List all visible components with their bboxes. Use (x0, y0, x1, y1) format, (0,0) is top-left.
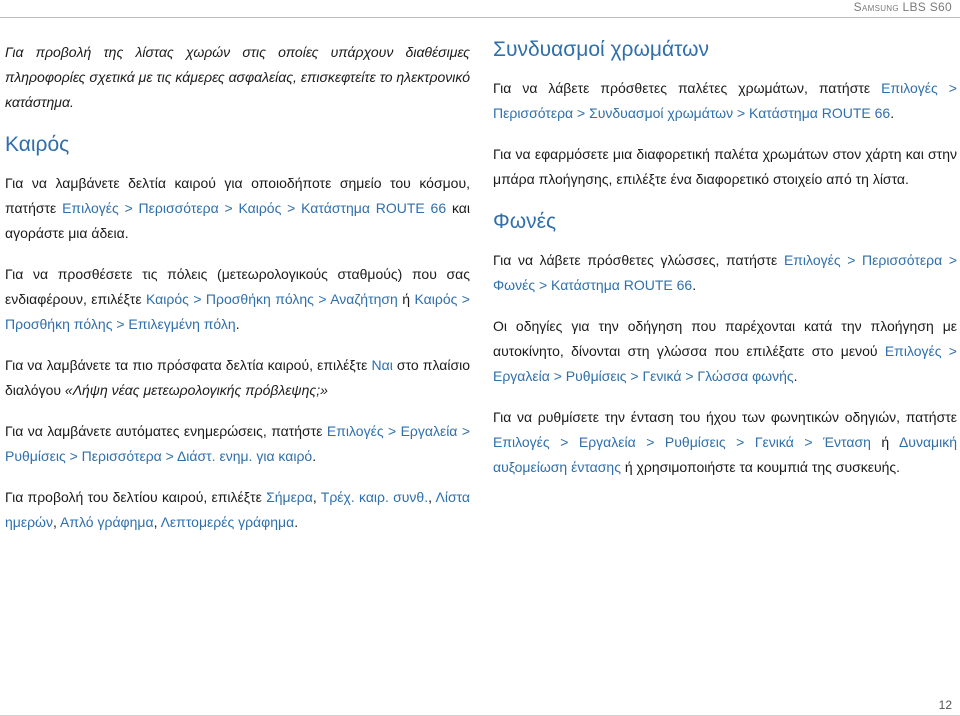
voices-paragraph-1: Για να λάβετε πρόσθετες γλώσσες, πατήστε Επιλογές > Περισσότερα > Φωνές > Κατάστημα ROUTE 66. (493, 252, 957, 293)
right-column (493, 36, 957, 480)
menu-path-link: Επιλογές > Εργαλεία > Ρυθμίσεις > Περισσότερα > Διάστ. ενημ. για καιρό (5, 423, 470, 464)
menu-path-link: Καιρός > Προσθήκη πόλης > Επιλεγμένη πόλη (5, 291, 470, 332)
section-title-weather: Καιρός (5, 133, 70, 156)
voices-paragraph-3: Για να ρυθμίσετε την ένταση του ήχου των φωνητικών οδηγιών, πατήστε Επιλογές > Εργαλεία > Ρυθμίσεις > Γενικά > Ένταση ή Δυναμική αυξομείωση έντασης ή χρησιμοποιήστε τα κουμπιά της συσκευής. (493, 409, 958, 475)
header-brand: Samsung LBS S60 (853, 0, 952, 14)
option-today: Σήμερα (266, 489, 313, 505)
option-simple-graph: Απλό γράφημα (60, 514, 154, 530)
menu-path-link: Επιλογές > Περισσότερα > Καιρός > Κατάστημα ROUTE 66 (62, 200, 447, 216)
menu-path-link: Επιλογές > Περισσότερα > Συνδυασμοί χρωμάτων > Κατάστημα ROUTE 66 (493, 80, 957, 121)
menu-path-link: Καιρός > Προσθήκη πόλης > Αναζήτηση (146, 291, 398, 307)
weather-paragraph-4: Για να λαμβάνετε αυτόματες ενημερώσεις, πατήστε Επιλογές > Εργαλεία > Ρυθμίσεις > Περισσότερα > Διάστ. ενημ. για καιρό. (5, 423, 470, 464)
menu-path-link: Επιλογές > Εργαλεία > Ρυθμίσεις > Γενικά > Ένταση (493, 434, 871, 450)
intro-paragraph (5, 40, 470, 115)
weather-paragraph-5: Για προβολή του δελτίου καιρού, επιλέξτε Σήμερα, Τρέχ. καιρ. συνθ., Λίστα ημερών, Απλό γράφημα, Λεπτομερές γράφημα. (5, 489, 471, 530)
dialog-title: «Λήψη νέας μετεωρολογικής πρόβλεψης;» (64, 382, 328, 398)
intro-text: Για προβολή της λίστας χωρών στις οποίες υπάρχουν διαθέσιμες πληροφορίες σχετικά με τις κάμερες ασφαλείας, επισκεφτείτε το ηλεκτρονικό κατάστημα. (5, 44, 470, 110)
weather-paragraph-3: Για να λαμβάνετε τα πιο πρόσφατα δελτία καιρού, επιλέξτε Ναι στο πλαίσιο διαλόγου «Λήψη νέας μετεωρολογικής πρόβλεψης;» (5, 357, 470, 398)
left-column (5, 40, 470, 535)
weather-paragraph-2: Για να προσθέσετε τις πόλεις (μετεωρολογικούς σταθμούς) που σας ενδιαφέρουν, επιλέξτε Καιρός > Προσθήκη πόλης > Αναζήτηση ή Καιρός > Προσθήκη πόλης > Επιλεγμένη πόλη. (5, 266, 470, 332)
page-number: 12 (938, 698, 952, 712)
section-title-color-schemes: Συνδυασμοί χρωμάτων (493, 38, 710, 61)
option-current-conditions: Τρέχ. καιρ. συνθ. (320, 489, 429, 505)
option-detailed-graph: Λεπτομερές γράφημα (160, 514, 295, 530)
menu-path-link: Επιλογές > Περισσότερα > Φωνές > Κατάστημα ROUTE 66 (493, 252, 957, 293)
option-day-list: Λίστα ημερών (5, 489, 471, 530)
weather-paragraph-1: Για να λαμβάνετε δελτία καιρού για οποιοδήποτε σημείο του κόσμου, πατήστε Επιλογές > Περισσότερα > Καιρός > Κατάστημα ROUTE 66 και αγοράστε μια άδεια. (5, 175, 470, 241)
menu-path-link: Επιλογές > Εργαλεία > Ρυθμίσεις > Γενικά > Γλώσσα φωνής (493, 343, 957, 384)
dynamic-volume-link: Δυναμική αυξομείωση έντασης (493, 434, 958, 475)
colors-paragraph-1: Για να λάβετε πρόσθετες παλέτες χρωμάτων, πατήστε Επιλογές > Περισσότερα > Συνδυασμοί χρωμάτων > Κατάστημα ROUTE 66. (493, 80, 957, 121)
voices-paragraph-2: Οι οδηγίες για την οδήγηση που παρέχονται κατά την πλοήγηση με αυτοκίνητο, δίνονται στη γλώσσα που επιλέξατε στο μενού Επιλογές > Εργαλεία > Ρυθμίσεις > Γενικά > Γλώσσα φωνής. (493, 318, 957, 384)
header-rule (0, 17, 960, 18)
section-title-voices: Φωνές (493, 210, 557, 233)
option-yes-link: Ναι (371, 357, 393, 373)
colors-paragraph-2: Για να εφαρμόσετε μια διαφορετική παλέτα χρωμάτων στον χάρτη και στην μπάρα πλοήγησης, επιλέξτε ένα διαφορετικό στοιχείο από τη λίστα. (493, 146, 957, 187)
